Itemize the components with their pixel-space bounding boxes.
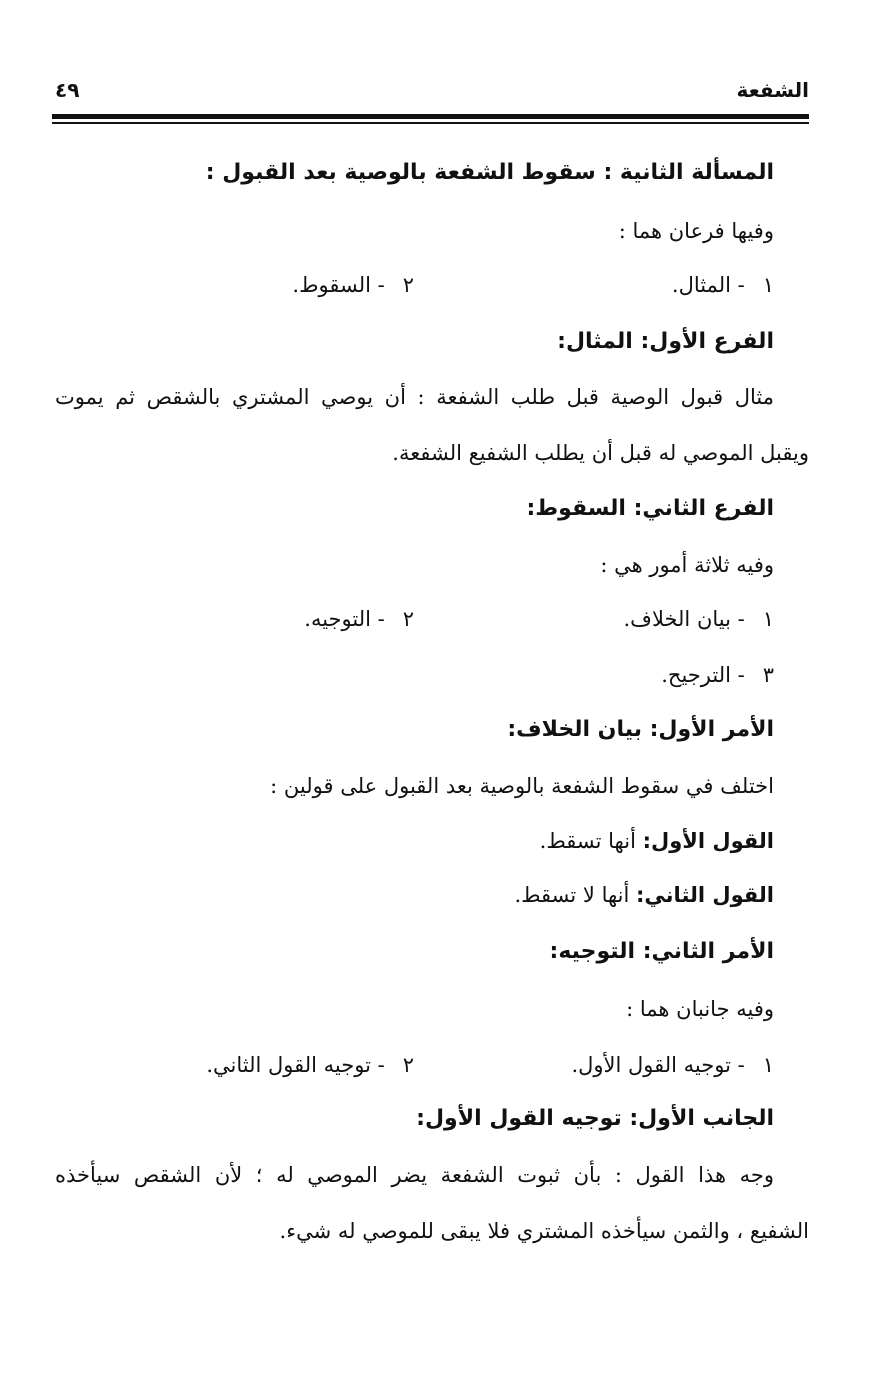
matter-item-1: [624, 604, 775, 634]
opinion-1-text: أنها تسقط.: [539, 829, 636, 853]
branch-label: - المثال.: [671, 273, 745, 297]
page-number: ٤٩: [55, 78, 80, 102]
opinion-2-text: أنها لا تسقط.: [514, 883, 630, 907]
matter-number: ٢: [402, 607, 414, 631]
aspect-label: - توجيه القول الأول.: [571, 1053, 745, 1077]
matter-number: ٣: [762, 663, 774, 687]
matter-item-3: [661, 660, 774, 690]
branch-number: ١: [762, 273, 774, 297]
aspect-number: ٢: [402, 1053, 414, 1077]
aspect-item-2: [206, 1050, 414, 1080]
opinion-1: [540, 826, 774, 856]
matter1-heading: الأمر الأول: بيان الخلاف:: [507, 717, 774, 742]
reason-line-1: وجه هذا القول : بأن ثبوت الشفعة يضر الموصي له ؛ لأن الشقص سيأخذه: [55, 1163, 774, 1187]
reason-line-2: الشفيع ، والثمن سيأخذه المشتري فلا يبقى للموصي له شيء.: [279, 1219, 809, 1243]
matter-number: ١: [762, 607, 774, 631]
matter-item-2: [304, 604, 414, 634]
matter-label: - التوجيه.: [304, 607, 385, 631]
opinion-2-label: القول الثاني:: [636, 883, 774, 907]
branch-number: ٢: [402, 273, 414, 297]
header-rule-thin: [52, 122, 809, 124]
example-line-2: ويقبل الموصي له قبل أن يطلب الشفيع الشفعة.: [392, 441, 809, 465]
aspect-label: - توجيه القول الثاني.: [206, 1053, 385, 1077]
aspect1-heading: الجانب الأول: توجيه القول الأول:: [416, 1106, 774, 1131]
running-header: [55, 78, 809, 108]
opinion-1-label: القول الأول:: [642, 829, 774, 853]
branch2-heading: الفرع الثاني: السقوط:: [526, 496, 774, 521]
matter2-heading: الأمر الثاني: التوجيه:: [549, 939, 774, 964]
matter-label: - الترجيح.: [661, 663, 745, 687]
branch-item-1: [672, 270, 774, 300]
opinion-2: [514, 880, 774, 910]
dispute-text: اختلف في سقوط الشفعة بالوصية بعد القبول على قولين :: [270, 774, 774, 798]
aspect-number: ١: [762, 1053, 774, 1077]
matter-label: - بيان الخلاف.: [623, 607, 745, 631]
aspect-item-1: [571, 1050, 774, 1080]
intro-text: وفيها فرعان هما :: [618, 219, 774, 243]
section-title: المسألة الثانية : سقوط الشفعة بالوصية بعد القبول :: [205, 160, 774, 185]
example-line-1: مثال قبول الوصية قبل طلب الشفعة : أن يوصي المشتري بالشقص ثم يموت: [55, 385, 774, 409]
branch-label: - السقوط.: [292, 273, 385, 297]
branch2-intro: وفيه ثلاثة أمور هي :: [600, 553, 774, 577]
running-title: الشفعة: [736, 78, 809, 102]
branch-item-2: [292, 270, 414, 300]
branch1-heading: الفرع الأول: المثال:: [557, 329, 774, 354]
matter2-intro: وفيه جانبان هما :: [626, 997, 774, 1021]
header-rule-thick: [52, 114, 809, 119]
